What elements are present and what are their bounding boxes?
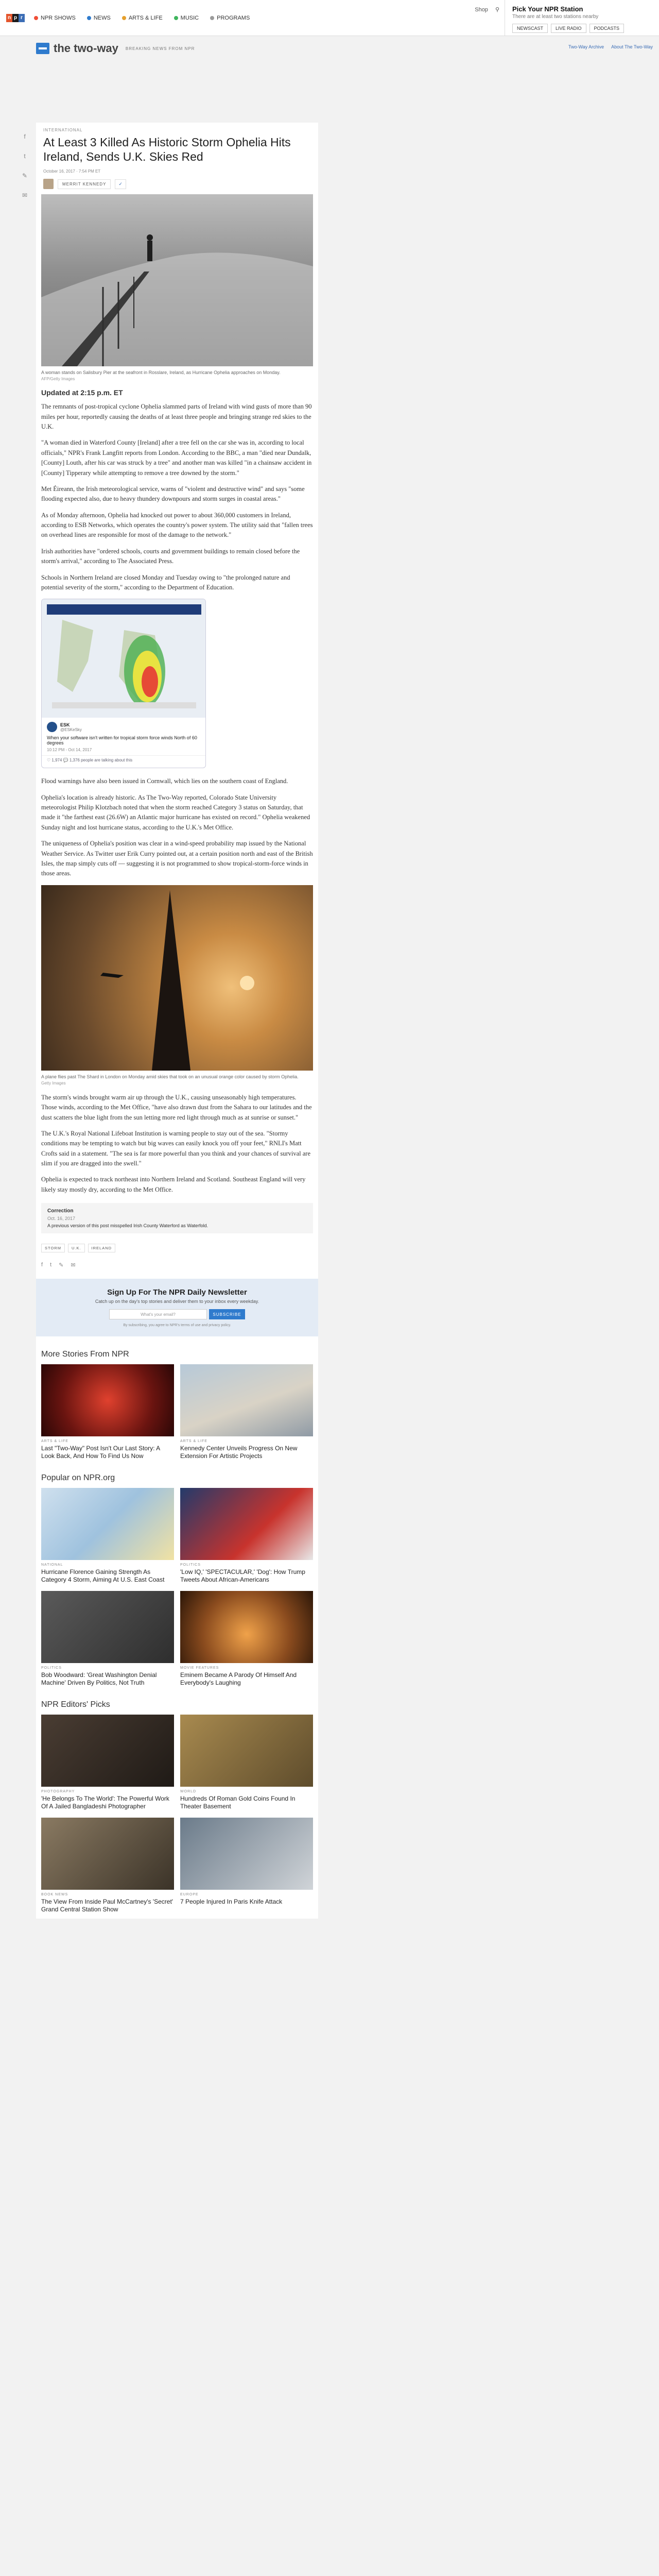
article-body xyxy=(41,402,313,1195)
shard-photo xyxy=(41,885,313,1071)
storm-photo xyxy=(41,194,313,366)
nav-item-music[interactable] xyxy=(174,15,199,21)
story-card[interactable] xyxy=(41,1715,174,1810)
correction-box xyxy=(41,1203,313,1233)
story-image xyxy=(41,1488,174,1560)
embedded-tweet[interactable] xyxy=(41,599,206,768)
comment-icon[interactable]: ✎ xyxy=(22,172,28,179)
story-headline[interactable]: Hundreds Of Roman Gold Coins Found In Theater Basement xyxy=(180,1795,296,1810)
tweet-handle[interactable]: @ESKeSky xyxy=(60,727,82,732)
station-buttons xyxy=(512,24,652,33)
article xyxy=(36,123,318,1919)
popular-title: Popular on NPR.org xyxy=(41,1473,115,1483)
blog-header xyxy=(0,36,659,61)
shard-graphic xyxy=(41,885,313,1071)
story-headline[interactable]: 'He Belongs To The World': The Powerful Work Of A Jailed Bangladeshi Photographer xyxy=(41,1795,169,1810)
paragraph: "A woman died in Waterford County [Ireland] after a tree fell on the car she was in, according to local officials," NPR's Frank Langfitt reports from London. According to the BBC, a man "died near Dundalk, [County] Louth, after his car was struck by a tree" and another man was killed "in a chainsaw accident in [County] Tipperary while attempting to remove a tree downed by the storm." xyxy=(41,439,312,477)
newsletter-subtitle: Catch up on the day's top stories and deliver them to your inbox every weekday. xyxy=(95,1299,259,1304)
paragraph: Flood warnings have also been issued in Cornwall, which lies on the southern coast of England. xyxy=(41,777,288,785)
top-navigation xyxy=(0,0,659,36)
nav-label: MUSIC xyxy=(180,14,199,21)
tweet-meta: ♡ 1,974 💬 1,376 people are talking about this xyxy=(42,755,205,768)
section-label[interactable]: INTERNATIONAL xyxy=(43,128,83,132)
logo-letter-n: n xyxy=(6,14,12,22)
nav-dot-icon xyxy=(174,16,178,20)
pier-graphic xyxy=(41,194,313,366)
tweet-text: When your software isn't written for tropical storm force winds North of 60 degrees xyxy=(47,735,197,746)
shop-link[interactable]: Shop xyxy=(475,6,488,13)
tweet-date[interactable]: 10:12 PM - Oct 14, 2017 xyxy=(47,748,92,753)
article-title: At Least 3 Killed As Historic Storm Ophelia Hits Ireland, Sends U.K. Skies Red xyxy=(43,135,291,163)
nav-label: NEWS xyxy=(93,14,111,21)
wind-probability-map xyxy=(42,599,205,718)
station-subtitle: There are at least two stations nearby xyxy=(512,14,599,20)
more-stories-title: More Stories From NPR xyxy=(41,1350,129,1359)
newsletter-fine-print: By subscribing, you agree to NPR's terms of use and privacy policy. xyxy=(123,1324,231,1328)
editors-picks-title: NPR Editors' Picks xyxy=(41,1700,110,1709)
author-twitter-icon[interactable]: ✓ xyxy=(115,179,126,189)
story-image xyxy=(41,1591,174,1663)
nav-dot-icon xyxy=(122,16,126,20)
story-image xyxy=(41,1715,174,1787)
nav-dot-icon xyxy=(210,16,214,20)
editors-picks-grid xyxy=(41,1715,313,1913)
update-note: Updated at 2:15 p.m. ET xyxy=(41,388,123,397)
photo-credit: AFP/Getty Images xyxy=(41,377,75,382)
story-card[interactable] xyxy=(41,1818,174,1913)
paragraph: The uniqueness of Ophelia's position was clear in a wind-speed probability map issued by the National Weather Service. As Twitter user Erik Curry pointed out, at a certain position north and east of the British Isles, the map simply cuts off — suggesting it is not programmed to show tropical-storm-force winds in those areas. xyxy=(41,840,313,877)
archive-link[interactable]: Two-Way Archive xyxy=(568,44,604,49)
facebook-icon[interactable]: f xyxy=(24,133,26,140)
tweet-avatar xyxy=(47,722,57,732)
story-headline[interactable]: Bob Woodward: 'Great Washington Denial Machine' Driven By Politics, Not Truth xyxy=(41,1671,157,1687)
podcasts-button[interactable]: PODCASTS xyxy=(589,24,625,33)
story-slug[interactable]: NATIONAL xyxy=(41,1563,63,1567)
paragraph: Ophelia is expected to track northeast into Northern Ireland and Scotland. Southeast England will very likely stay mostly dry, according to the Met Office. xyxy=(41,1176,306,1193)
author-avatar xyxy=(43,179,54,189)
two-way-mark-icon xyxy=(36,43,49,54)
story-slug[interactable]: EUROPE xyxy=(180,1893,199,1897)
email-field[interactable]: What's your email? xyxy=(109,1309,207,1319)
main-nav xyxy=(34,15,250,21)
story-headline[interactable]: 7 People Injured In Paris Knife Attack xyxy=(180,1898,283,1906)
story-slug[interactable]: WORLD xyxy=(180,1790,197,1794)
author-name[interactable]: MERRIT KENNEDY xyxy=(58,179,111,189)
logo-letter-p: p xyxy=(12,14,19,22)
story-card[interactable] xyxy=(41,1364,174,1460)
map-graphic xyxy=(42,599,206,718)
story-slug[interactable]: POLITICS xyxy=(41,1666,62,1670)
brand-links xyxy=(568,44,653,49)
story-slug[interactable]: POLITICS xyxy=(180,1563,201,1567)
share-row xyxy=(41,1262,313,1268)
newsletter-signup xyxy=(36,1279,318,1336)
story-headline[interactable]: 'Low IQ,' 'SPECTACULAR,' 'Dog': How Trump Tweets About African-Americans xyxy=(180,1568,305,1584)
paragraph: Irish authorities have "ordered schools, courts and government buildings to remain closed before the storm's arrival," according to The Associated Press. xyxy=(41,547,300,565)
story-image xyxy=(41,1364,174,1436)
paragraph: Schools in Northern Ireland are closed Monday and Tuesday owing to "the prolonged nature and potential severity of the storm," according to the Department of Education. xyxy=(41,573,290,591)
story-slug[interactable]: MOVIE FEATURES xyxy=(180,1666,219,1670)
mail-icon[interactable]: ✉ xyxy=(22,192,28,199)
story-slug[interactable]: ARTS & LIFE xyxy=(41,1439,68,1444)
facebook-icon[interactable]: f xyxy=(41,1262,43,1268)
nav-item-news[interactable] xyxy=(87,15,111,21)
story-headline[interactable]: Last "Two-Way" Post Isn't Our Last Story: A Look Back, And How To Find Us Now xyxy=(41,1445,160,1460)
nav-label: NPR SHOWS xyxy=(41,14,76,21)
story-card[interactable] xyxy=(180,1364,313,1460)
story-card[interactable] xyxy=(41,1591,174,1687)
npr-logo[interactable] xyxy=(6,14,25,22)
two-way-logo[interactable] xyxy=(36,42,118,55)
correction-heading: Correction xyxy=(47,1208,74,1214)
story-image xyxy=(180,1364,313,1436)
paragraph: The U.K.'s Royal National Lifeboat Institution is warning people to stay out of the sea. "Stormy conditions may be tempting to watch but big waves can easily knock you off your feet," RNLI's Matt Crofts said in a statement. "The sea is far more powerful than you think and your chances of survival are slim if you are dragged into the swell." xyxy=(41,1129,310,1167)
utility-links xyxy=(475,6,499,13)
story-headline[interactable]: Hurricane Florence Gaining Strength As Category 4 Storm, Aiming At U.S. East Coast xyxy=(41,1568,165,1584)
station-picker[interactable] xyxy=(505,0,659,36)
nav-label: ARTS & LIFE xyxy=(128,14,163,21)
photo-caption: A woman stands on Salisbury Pier at the seafront in Rosslare, Ireland, as Hurricane Ophelia approaches on Monday. xyxy=(41,370,281,376)
story-headline[interactable]: Eminem Became A Parody Of Himself And Everybody's Laughing xyxy=(180,1671,297,1687)
nav-item-npr-shows[interactable] xyxy=(34,15,76,21)
paragraph: Ophelia's location is already historic. As The Two-Way reported, Colorado State University meteorologist Philip Klotzbach noted that when the storm reached Category 3 status on Saturday, that made it "the farthest east (26.6W) an Atlantic major hurricane has existed on record." Ophelia weakened Sunday night and lost hurricane status, according to the U.K.'s Met Office. xyxy=(41,793,310,831)
paragraph: The storm's winds brought warm air up through the U.K., causing unseasonably high temperatures. Those winds, according to the Met Office, "have also drawn dust from the Sahara to our latitudes and the dust scatters the blue light from the sun letting more red light through much as at sunrise or sunset." xyxy=(41,1093,312,1121)
search-icon[interactable]: ⚲ xyxy=(495,7,499,13)
comment-icon[interactable]: ✎ xyxy=(59,1262,64,1269)
article-date: October 16, 2017 · 7:54 PM ET xyxy=(43,169,101,174)
story-image xyxy=(180,1715,313,1787)
correction-date: Oct. 16, 2017 xyxy=(47,1216,76,1222)
nav-item-arts-life[interactable] xyxy=(122,15,163,21)
story-card[interactable] xyxy=(180,1488,313,1584)
mail-icon[interactable]: ✉ xyxy=(71,1262,76,1269)
brand-name: the two-way xyxy=(54,42,118,55)
logo-letter-r: r xyxy=(19,14,25,22)
story-image xyxy=(180,1818,313,1890)
tag-list xyxy=(41,1244,313,1252)
nav-label: PROGRAMS xyxy=(217,14,250,21)
paragraph: As of Monday afternoon, Ophelia had knocked out power to about 360,000 customers in Ireland, according to ESB Networks, which operates the country's power system. The utility said that "fallen trees on overhead lines are responsible for most of the damage to the network." xyxy=(41,511,313,539)
tweet-author[interactable]: ESK xyxy=(60,722,70,727)
popular-grid xyxy=(41,1488,313,1687)
story-headline[interactable]: The View From Inside Paul McCartney's 'Secret' Grand Central Station Show xyxy=(41,1898,174,1913)
nav-item-programs[interactable] xyxy=(210,15,250,21)
story-card[interactable] xyxy=(180,1591,313,1687)
photo-credit: Getty Images xyxy=(41,1080,66,1086)
live-radio-button[interactable]: LIVE RADIO xyxy=(551,24,586,33)
share-rail xyxy=(21,133,29,200)
more-stories-grid xyxy=(41,1364,313,1460)
brand-tagline: BREAKING NEWS FROM NPR xyxy=(125,46,195,51)
story-headline[interactable]: Kennedy Center Unveils Progress On New Extension For Artistic Projects xyxy=(180,1445,298,1460)
photo-caption: A plane flies past The Shard in London on Monday amid skies that took on an unusual orange color caused by storm Ophelia. xyxy=(41,1074,299,1079)
twitter-icon[interactable]: t xyxy=(50,1262,52,1268)
newscast-button[interactable]: NEWSCAST xyxy=(512,24,548,33)
story-image xyxy=(41,1818,174,1890)
tag[interactable]: IRELAND xyxy=(88,1244,116,1252)
paragraph: Met Éireann, the Irish meteorological service, warns of "violent and destructive wind" and says "some flooding expected also, due to heavy thundery downpours and storm surges in coastal areas." xyxy=(41,485,305,503)
station-title: Pick Your NPR Station xyxy=(512,5,583,13)
story-card[interactable] xyxy=(41,1488,174,1584)
story-image xyxy=(180,1488,313,1560)
paragraph: The remnants of post-tropical cyclone Ophelia slammed parts of Ireland with wind gusts of more than 90 miles per hour, reportedly causing the deaths of at least three people and bringing strange red skies to the U.K. xyxy=(41,403,312,431)
nav-dot-icon xyxy=(34,16,38,20)
story-image xyxy=(180,1591,313,1663)
byline xyxy=(43,179,313,189)
story-slug[interactable]: PHOTOGRAPHY xyxy=(41,1790,75,1794)
story-slug[interactable]: ARTS & LIFE xyxy=(180,1439,207,1444)
tag[interactable]: U.K. xyxy=(68,1244,85,1252)
subscribe-button[interactable]: SUBSCRIBE xyxy=(209,1309,245,1319)
nav-dot-icon xyxy=(87,16,91,20)
newsletter-title: Sign Up For The NPR Daily Newsletter xyxy=(107,1288,247,1297)
tag[interactable]: STORM xyxy=(41,1244,65,1252)
correction-text: A previous version of this post misspelled Irish County Waterford as Waterfold. xyxy=(47,1223,208,1229)
story-card[interactable] xyxy=(180,1715,313,1810)
story-slug[interactable]: BOOK NEWS xyxy=(41,1893,68,1897)
twitter-icon[interactable]: t xyxy=(24,152,26,160)
about-link[interactable]: About The Two-Way xyxy=(611,44,653,49)
story-card[interactable] xyxy=(180,1818,313,1913)
